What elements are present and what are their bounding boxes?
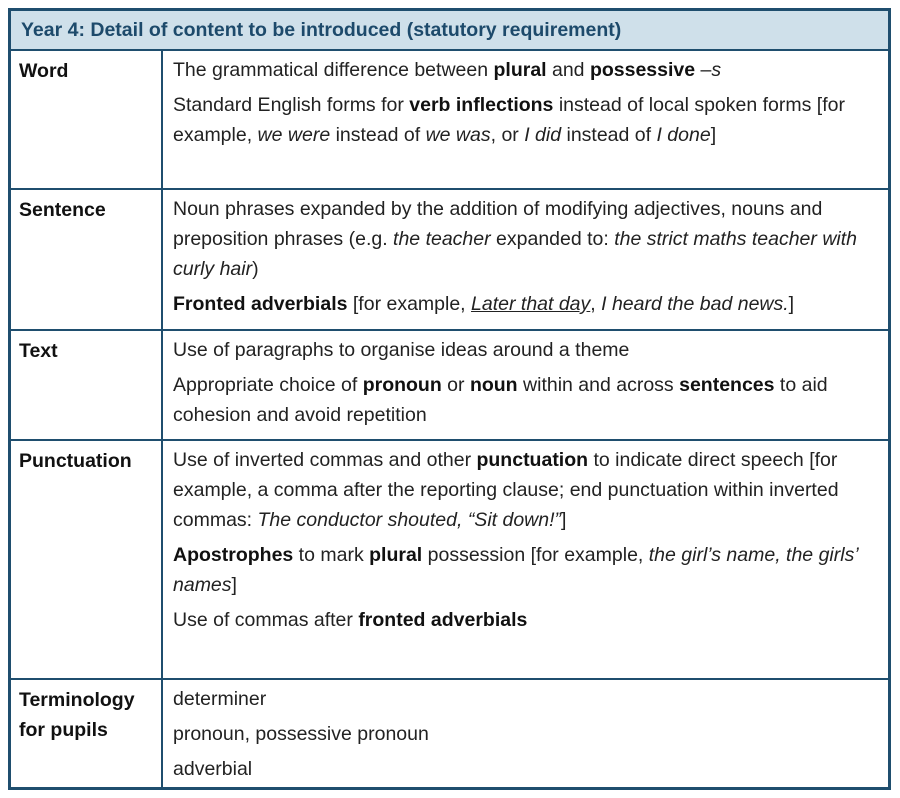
row-content xyxy=(163,441,888,678)
text-run: ) xyxy=(252,258,259,280)
italic-example: I done xyxy=(656,124,711,146)
bold-term: Apostrophes xyxy=(173,544,294,566)
text-run: – xyxy=(695,59,712,81)
bold-term: possessive xyxy=(589,59,696,81)
text-run: expanded to: xyxy=(490,228,615,250)
text-run: The grammatical difference between xyxy=(173,59,494,81)
italic-example: I heard the bad news. xyxy=(601,293,789,315)
content-paragraph xyxy=(173,370,878,430)
row-terminology xyxy=(11,680,888,789)
row-content xyxy=(163,331,888,439)
content-paragraph xyxy=(173,605,878,635)
content-table xyxy=(8,8,891,790)
content-paragraph xyxy=(173,754,878,784)
bold-term: Fronted adverbials xyxy=(173,293,348,315)
bold-term: pronoun xyxy=(362,374,442,396)
bold-term: sentences xyxy=(679,374,775,396)
text-run: possession [for example, xyxy=(422,544,649,566)
text-run: or xyxy=(441,374,470,396)
text-run: instead of local spoken forms [for example, xyxy=(173,94,845,146)
row-label: Terminology for pupils xyxy=(11,680,163,789)
bold-term: fronted adverbials xyxy=(358,609,528,631)
content-paragraph xyxy=(173,90,878,150)
text-run: Use of commas after xyxy=(173,609,359,631)
text-run: ] xyxy=(710,124,717,146)
italic-example: the strict maths teacher with curly hair xyxy=(173,228,857,280)
text-run: Use of inverted commas and other xyxy=(173,449,477,471)
text-run: Use of paragraphs to organise ideas around a theme xyxy=(173,339,630,361)
content-paragraph xyxy=(173,335,878,365)
italic-example: we was xyxy=(425,124,491,146)
italic-example: I did xyxy=(524,124,562,146)
content-paragraph xyxy=(173,445,878,535)
text-run: ] xyxy=(231,574,237,596)
row-content xyxy=(163,190,888,329)
text-run: Appropriate choice of xyxy=(173,374,363,396)
content-paragraph xyxy=(173,540,878,600)
row-sentence xyxy=(11,190,888,331)
bold-term: plural xyxy=(369,544,423,566)
text-run: determiner xyxy=(173,688,267,710)
row-label: Word xyxy=(11,51,163,188)
row-label: Sentence xyxy=(11,190,163,329)
row-content xyxy=(163,680,888,789)
text-run: ] xyxy=(788,293,795,315)
text-run: pronoun, possessive pronoun xyxy=(173,723,429,745)
text-run: [for example, xyxy=(347,293,472,315)
content-paragraph xyxy=(173,194,878,284)
text-run: adverbial xyxy=(173,758,253,780)
row-punctuation xyxy=(11,441,888,680)
text-run: instead of xyxy=(330,124,426,146)
italic-example: Later that day xyxy=(471,293,591,315)
bold-term: noun xyxy=(469,374,518,396)
row-label: Punctuation xyxy=(11,441,163,678)
text-run: Noun phrases expanded by the addition of modifying adjectives, nouns and preposition phrases (e.g. xyxy=(173,198,823,250)
row-word xyxy=(11,51,888,190)
italic-example: we were xyxy=(257,124,331,146)
text-run: instead of xyxy=(561,124,657,146)
bold-term: punctuation xyxy=(476,449,589,471)
row-text xyxy=(11,331,888,441)
text-run: to aid cohesion and avoid repetition xyxy=(173,374,828,426)
italic-example: s xyxy=(711,59,722,81)
italic-example: the teacher xyxy=(393,228,491,250)
text-run: ] xyxy=(561,509,567,531)
content-paragraph xyxy=(173,719,878,749)
text-run: and xyxy=(546,59,590,81)
italic-example: the girl’s name, the girls’ names xyxy=(173,544,858,596)
text-run: within and across xyxy=(517,374,680,396)
table-header: Year 4: Detail of content to be introduced (statutory requirement) xyxy=(11,11,888,51)
content-paragraph xyxy=(173,55,878,85)
text-run: , or xyxy=(490,124,525,146)
text-run: to mark xyxy=(293,544,370,566)
text-run: Standard English forms for xyxy=(173,94,410,116)
bold-term: verb inflections xyxy=(409,94,554,116)
row-label: Text xyxy=(11,331,163,439)
italic-example: The conductor shouted, “Sit down!” xyxy=(257,509,562,531)
content-paragraph xyxy=(173,289,878,319)
text-run: to indicate direct speech [for example, a comma after the reporting clause; end punctuation within inverted commas: xyxy=(173,449,839,531)
content-paragraph xyxy=(173,684,878,714)
text-run: , xyxy=(590,293,602,315)
row-content xyxy=(163,51,888,188)
bold-term: plural xyxy=(493,59,547,81)
